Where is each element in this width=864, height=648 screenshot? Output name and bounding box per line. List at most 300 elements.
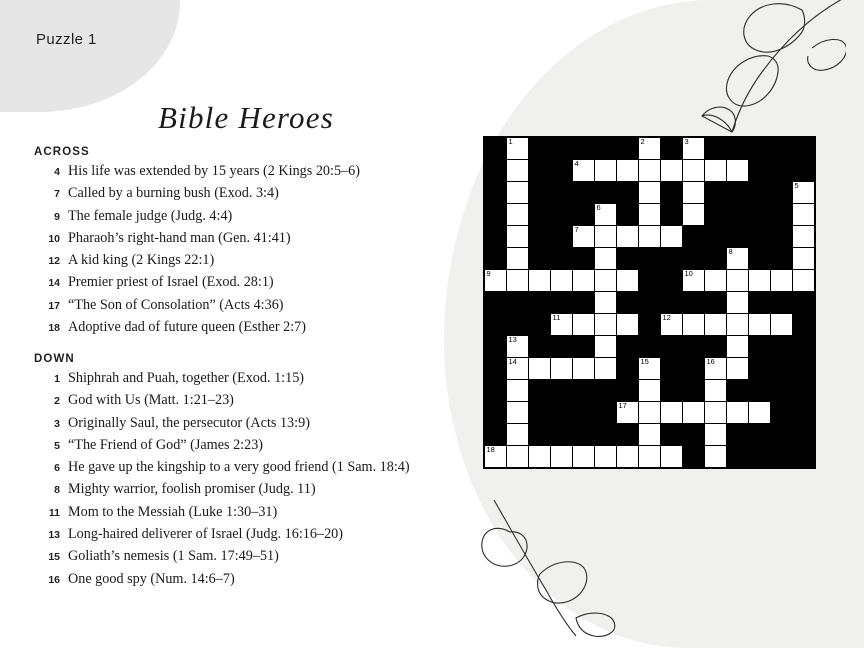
clue-item — [34, 275, 464, 290]
grid-cell-block — [771, 182, 793, 204]
grid-cell-block — [749, 204, 771, 226]
grid-cell-number: 6 — [596, 203, 601, 212]
grid-cell-open[interactable] — [727, 248, 749, 270]
grid-cell-block — [749, 424, 771, 446]
grid-cell-open[interactable] — [507, 358, 529, 380]
clue-item — [34, 253, 464, 268]
grid-cell-block — [573, 292, 595, 314]
grid-cell-block — [771, 292, 793, 314]
grid-cell-open[interactable] — [595, 314, 617, 336]
grid-cell-open[interactable] — [639, 204, 661, 226]
clue-text: Long-haired deliverer of Israel (Judg. 16:16–20) — [68, 526, 343, 543]
clue-text: His life was extended by 15 years (2 Kings 20:5–6) — [68, 163, 360, 179]
grid-cell-open[interactable] — [727, 402, 749, 424]
grid-cell-open[interactable] — [683, 138, 705, 160]
grid-cell-block — [617, 248, 639, 270]
grid-cell-block — [749, 226, 771, 248]
grid-cell-open[interactable] — [595, 336, 617, 358]
clue-text: One good spy (Num. 14:6–7) — [68, 570, 235, 587]
clue-item — [34, 164, 464, 179]
clue-number: 12 — [48, 255, 60, 268]
grid-cell-open[interactable] — [705, 402, 727, 424]
grid-cell-open[interactable] — [749, 314, 771, 336]
grid-cell-block — [661, 182, 683, 204]
grid-cell-open[interactable] — [639, 358, 661, 380]
grid-cell-block — [771, 358, 793, 380]
crossword-grid-table[interactable] — [484, 137, 815, 468]
grid-cell-open[interactable] — [661, 314, 683, 336]
grid-cell-open[interactable] — [485, 446, 507, 468]
grid-cell-block — [595, 182, 617, 204]
grid-cell-open[interactable] — [595, 270, 617, 292]
clue-text: Adoptive dad of future queen (Esther 2:7) — [68, 319, 306, 336]
clue-number: 4 — [54, 166, 60, 178]
grid-cell-block — [595, 380, 617, 402]
grid-cell-open[interactable] — [617, 160, 639, 182]
grid-cell-block — [617, 204, 639, 226]
grid-cell-block — [529, 380, 551, 402]
grid-cell-open[interactable] — [507, 380, 529, 402]
grid-cell-open[interactable] — [639, 182, 661, 204]
grid-cell-block — [573, 138, 595, 160]
grid-cell-open[interactable] — [727, 314, 749, 336]
grid-cell-open[interactable] — [551, 446, 573, 468]
grid-cell-open[interactable] — [683, 402, 705, 424]
grid-cell-open[interactable] — [507, 446, 529, 468]
crossword-grid[interactable] — [483, 136, 816, 469]
clue-text: Mom to the Messiah (Luke 1:30–31) — [68, 503, 278, 520]
grid-cell-number: 18 — [486, 445, 495, 454]
clue-number: 9 — [54, 210, 60, 223]
grid-cell-block — [485, 226, 507, 248]
grid-cell-open[interactable] — [573, 446, 595, 468]
grid-cell-open[interactable] — [683, 270, 705, 292]
grid-cell-open[interactable] — [705, 160, 727, 182]
clue-text: A kid king (2 Kings 22:1) — [68, 252, 215, 269]
grid-cell-block — [617, 336, 639, 358]
grid-cell-number: 13 — [508, 335, 517, 344]
clue-item — [34, 505, 464, 520]
grid-row — [485, 226, 815, 248]
grid-row — [485, 160, 815, 182]
grid-cell-block — [551, 336, 573, 358]
grid-cell-block — [551, 138, 573, 160]
clue-text: Premier priest of Israel (Exod. 28:1) — [68, 274, 274, 291]
grid-cell-block — [793, 358, 815, 380]
grid-cell-block — [639, 248, 661, 270]
page-title: Bible Heroes — [158, 100, 334, 135]
grid-cell-block — [529, 292, 551, 314]
grid-cell-open[interactable] — [705, 380, 727, 402]
grid-cell-block — [683, 424, 705, 446]
grid-cell-block — [705, 248, 727, 270]
clue-number: 2 — [54, 395, 60, 408]
grid-cell-block — [573, 336, 595, 358]
grid-cell-open[interactable] — [705, 270, 727, 292]
grid-cell-block — [749, 358, 771, 380]
grid-cell-block — [551, 380, 573, 402]
clue-item — [34, 549, 464, 564]
clue-number: 1 — [54, 372, 60, 385]
grid-cell-block — [727, 226, 749, 248]
grid-cell-number: 4 — [574, 159, 579, 168]
grid-cell-block — [551, 248, 573, 270]
grid-cell-block — [749, 248, 771, 270]
grid-cell-open[interactable] — [595, 160, 617, 182]
grid-cell-open[interactable] — [573, 160, 595, 182]
grid-cell-block — [485, 138, 507, 160]
grid-cell-block — [749, 292, 771, 314]
grid-cell-open[interactable] — [639, 402, 661, 424]
leaf-sprig-decoration-icon — [480, 498, 660, 638]
grid-cell-block — [661, 204, 683, 226]
grid-cell-number: 10 — [684, 269, 693, 278]
grid-cell-block — [727, 424, 749, 446]
grid-cell-open[interactable] — [529, 446, 551, 468]
puzzle-label: Puzzle 1 — [36, 31, 97, 48]
grid-cell-block — [771, 226, 793, 248]
grid-cell-number: 16 — [706, 357, 715, 366]
grid-cell-block — [485, 182, 507, 204]
grid-cell-block — [793, 160, 815, 182]
grid-row — [485, 380, 815, 402]
grid-cell-block — [551, 182, 573, 204]
grid-cell-open[interactable] — [793, 248, 815, 270]
grid-cell-block — [727, 446, 749, 468]
grid-row — [485, 314, 815, 336]
grid-cell-block — [749, 160, 771, 182]
grid-cell-block — [551, 402, 573, 424]
grid-cell-open[interactable] — [507, 248, 529, 270]
clue-text: Goliath’s nemesis (1 Sam. 17:49–51) — [68, 548, 279, 565]
clue-item — [34, 572, 464, 587]
grid-cell-block — [485, 380, 507, 402]
clue-text: “The Friend of God” (James 2:23) — [68, 436, 264, 453]
grid-cell-number: 17 — [618, 401, 627, 410]
clue-number: 10 — [48, 232, 60, 245]
grid-row — [485, 402, 815, 424]
grid-cell-number: 3 — [684, 137, 689, 146]
grid-cell-open[interactable] — [573, 358, 595, 380]
grid-cell-open[interactable] — [793, 182, 815, 204]
grid-cell-open[interactable] — [661, 446, 683, 468]
grid-cell-open[interactable] — [793, 270, 815, 292]
grid-cell-open[interactable] — [771, 270, 793, 292]
clue-number: 8 — [54, 484, 60, 497]
grid-cell-block — [771, 160, 793, 182]
down-heading: DOWN — [34, 352, 75, 365]
grid-cell-block — [551, 204, 573, 226]
grid-cell-block — [683, 248, 705, 270]
clue-item — [34, 460, 464, 475]
background-corner-blob — [0, 0, 180, 112]
grid-cell-block — [573, 204, 595, 226]
grid-cell-open[interactable] — [595, 226, 617, 248]
clue-item — [34, 298, 464, 313]
grid-cell-block — [705, 182, 727, 204]
grid-cell-block — [639, 270, 661, 292]
grid-cell-block — [705, 138, 727, 160]
clue-number: 7 — [54, 188, 60, 201]
grid-cell-open[interactable] — [793, 226, 815, 248]
grid-cell-open[interactable] — [507, 336, 529, 358]
grid-cell-open[interactable] — [595, 446, 617, 468]
grid-cell-block — [639, 336, 661, 358]
clue-text: Called by a burning bush (Exod. 3:4) — [68, 185, 279, 202]
grid-cell-open[interactable] — [727, 336, 749, 358]
grid-cell-block — [595, 402, 617, 424]
grid-cell-open[interactable] — [529, 270, 551, 292]
grid-cell-number: 2 — [640, 137, 645, 146]
grid-cell-open[interactable] — [661, 402, 683, 424]
grid-cell-open[interactable] — [639, 226, 661, 248]
grid-cell-block — [793, 336, 815, 358]
grid-cell-block — [485, 424, 507, 446]
grid-row — [485, 292, 815, 314]
grid-row — [485, 182, 815, 204]
grid-cell-block — [705, 204, 727, 226]
grid-cell-block — [617, 380, 639, 402]
grid-cell-block — [793, 138, 815, 160]
grid-cell-open[interactable] — [727, 358, 749, 380]
clue-number: 5 — [54, 439, 60, 452]
grid-cell-block — [771, 424, 793, 446]
clue-text: “The Son of Consolation” (Acts 4:36) — [68, 296, 284, 313]
grid-cell-block — [661, 336, 683, 358]
grid-cell-open[interactable] — [617, 446, 639, 468]
grid-cell-open[interactable] — [749, 270, 771, 292]
grid-cell-block — [727, 182, 749, 204]
grid-cell-open[interactable] — [639, 138, 661, 160]
grid-cell-open[interactable] — [573, 270, 595, 292]
grid-row — [485, 138, 815, 160]
grid-cell-open[interactable] — [661, 160, 683, 182]
grid-cell-open[interactable] — [507, 182, 529, 204]
grid-cell-block — [771, 380, 793, 402]
grid-row — [485, 204, 815, 226]
grid-cell-block — [705, 336, 727, 358]
grid-cell-block — [485, 248, 507, 270]
grid-cell-open[interactable] — [551, 270, 573, 292]
grid-cell-block — [485, 336, 507, 358]
grid-cell-open[interactable] — [507, 204, 529, 226]
grid-cell-open[interactable] — [529, 358, 551, 380]
clue-text: Pharaoh’s right-hand man (Gen. 41:41) — [68, 229, 291, 246]
grid-cell-block — [793, 380, 815, 402]
grid-row — [485, 270, 815, 292]
grid-cell-number: 7 — [574, 225, 579, 234]
grid-cell-block — [485, 204, 507, 226]
grid-cell-open[interactable] — [507, 226, 529, 248]
grid-cell-open[interactable] — [639, 446, 661, 468]
grid-cell-open[interactable] — [507, 424, 529, 446]
grid-cell-open[interactable] — [683, 314, 705, 336]
grid-cell-open[interactable] — [705, 314, 727, 336]
grid-cell-block — [529, 226, 551, 248]
grid-cell-open[interactable] — [573, 226, 595, 248]
grid-cell-block — [793, 446, 815, 468]
grid-cell-open[interactable] — [573, 314, 595, 336]
grid-cell-block — [595, 138, 617, 160]
clue-text: The female judge (Judg. 4:4) — [68, 207, 233, 224]
grid-cell-block — [485, 402, 507, 424]
grid-cell-block — [683, 380, 705, 402]
grid-row — [485, 446, 815, 468]
clue-text: God with Us (Matt. 1:21–23) — [68, 392, 234, 409]
grid-cell-open[interactable] — [771, 314, 793, 336]
grid-cell-block — [749, 446, 771, 468]
grid-cell-open[interactable] — [793, 204, 815, 226]
grid-cell-open[interactable] — [507, 138, 529, 160]
grid-cell-block — [573, 182, 595, 204]
grid-cell-block — [727, 204, 749, 226]
grid-cell-block — [573, 380, 595, 402]
grid-cell-block — [661, 424, 683, 446]
clue-item — [34, 527, 464, 542]
grid-cell-open[interactable] — [683, 182, 705, 204]
grid-row — [485, 248, 815, 270]
grid-cell-block — [573, 248, 595, 270]
grid-cell-open[interactable] — [617, 314, 639, 336]
grid-cell-open[interactable] — [683, 160, 705, 182]
clue-item — [34, 231, 464, 246]
grid-cell-block — [661, 292, 683, 314]
clue-item — [34, 186, 464, 201]
grid-row — [485, 424, 815, 446]
grid-cell-block — [771, 402, 793, 424]
grid-cell-block — [661, 248, 683, 270]
grid-cell-block — [617, 424, 639, 446]
grid-cell-open[interactable] — [617, 402, 639, 424]
clue-text: He gave up the kingship to a very good friend (1 Sam. 18:4) — [68, 459, 410, 476]
clue-item — [34, 438, 464, 453]
grid-cell-block — [617, 138, 639, 160]
grid-cell-open[interactable] — [639, 160, 661, 182]
grid-cell-block — [661, 380, 683, 402]
grid-cell-open[interactable] — [705, 446, 727, 468]
grid-cell-number: 8 — [728, 247, 733, 256]
grid-cell-block — [507, 292, 529, 314]
grid-cell-block — [617, 292, 639, 314]
across-heading: ACROSS — [34, 146, 90, 158]
grid-cell-open[interactable] — [551, 358, 573, 380]
grid-cell-number: 9 — [486, 269, 491, 278]
grid-cell-block — [705, 292, 727, 314]
grid-cell-open[interactable] — [705, 424, 727, 446]
grid-cell-block — [771, 204, 793, 226]
clue-item — [34, 209, 464, 224]
grid-cell-open[interactable] — [727, 160, 749, 182]
grid-cell-open[interactable] — [639, 424, 661, 446]
grid-cell-number: 11 — [552, 313, 561, 322]
grid-cell-open[interactable] — [639, 380, 661, 402]
grid-cell-block — [793, 424, 815, 446]
grid-cell-open[interactable] — [727, 292, 749, 314]
clue-item — [34, 371, 464, 386]
grid-cell-block — [529, 424, 551, 446]
grid-cell-block — [529, 336, 551, 358]
grid-cell-block — [705, 226, 727, 248]
grid-cell-block — [727, 138, 749, 160]
grid-cell-block — [551, 424, 573, 446]
grid-cell-block — [573, 424, 595, 446]
grid-cell-block — [771, 248, 793, 270]
grid-cell-number: 12 — [662, 313, 671, 322]
clue-item — [34, 393, 464, 408]
grid-cell-open[interactable] — [617, 226, 639, 248]
grid-cell-block — [529, 248, 551, 270]
grid-cell-block — [771, 138, 793, 160]
grid-cell-block — [485, 292, 507, 314]
clue-item — [34, 320, 464, 335]
grid-cell-block — [749, 182, 771, 204]
grid-cell-block — [683, 446, 705, 468]
grid-cell-block — [639, 314, 661, 336]
clue-number: 17 — [48, 299, 60, 312]
clue-number: 14 — [48, 277, 60, 290]
grid-cell-block — [661, 138, 683, 160]
grid-cell-number: 14 — [508, 357, 517, 366]
grid-cell-open[interactable] — [661, 226, 683, 248]
clue-text: Shiphrah and Puah, together (Exod. 1:15) — [68, 369, 305, 386]
grid-cell-open[interactable] — [683, 204, 705, 226]
grid-cell-open[interactable] — [551, 314, 573, 336]
grid-cell-block — [529, 402, 551, 424]
grid-cell-block — [749, 380, 771, 402]
grid-row — [485, 358, 815, 380]
grid-cell-block — [617, 358, 639, 380]
clues-section — [34, 146, 464, 594]
grid-cell-block — [485, 314, 507, 336]
grid-cell-open[interactable] — [507, 270, 529, 292]
grid-cell-block — [683, 358, 705, 380]
grid-cell-open[interactable] — [595, 248, 617, 270]
grid-cell-open[interactable] — [727, 270, 749, 292]
grid-cell-open[interactable] — [705, 358, 727, 380]
clue-text: Mighty warrior, foolish promiser (Judg. 11) — [68, 481, 316, 498]
grid-cell-open[interactable] — [595, 204, 617, 226]
grid-cell-number: 15 — [640, 357, 649, 366]
grid-cell-open[interactable] — [507, 160, 529, 182]
grid-cell-block — [727, 380, 749, 402]
grid-cell-block — [771, 336, 793, 358]
grid-cell-block — [529, 160, 551, 182]
grid-cell-open[interactable] — [595, 292, 617, 314]
grid-cell-block — [485, 358, 507, 380]
clue-number: 3 — [54, 417, 60, 430]
grid-cell-open[interactable] — [749, 402, 771, 424]
grid-cell-block — [551, 160, 573, 182]
grid-cell-block — [551, 226, 573, 248]
grid-cell-open[interactable] — [617, 270, 639, 292]
across-clue-list — [34, 164, 464, 335]
clue-number: 15 — [48, 551, 60, 564]
grid-cell-open[interactable] — [485, 270, 507, 292]
grid-cell-block — [617, 182, 639, 204]
clue-number: 13 — [48, 529, 60, 542]
grid-cell-open[interactable] — [595, 358, 617, 380]
grid-cell-block — [749, 138, 771, 160]
grid-cell-block — [639, 292, 661, 314]
grid-cell-open[interactable] — [507, 402, 529, 424]
grid-cell-block — [683, 336, 705, 358]
clue-item — [34, 482, 464, 497]
down-clue-list — [34, 371, 464, 587]
clue-number: 11 — [48, 506, 60, 519]
grid-cell-block — [749, 336, 771, 358]
grid-cell-block — [595, 424, 617, 446]
clue-item — [34, 416, 464, 431]
